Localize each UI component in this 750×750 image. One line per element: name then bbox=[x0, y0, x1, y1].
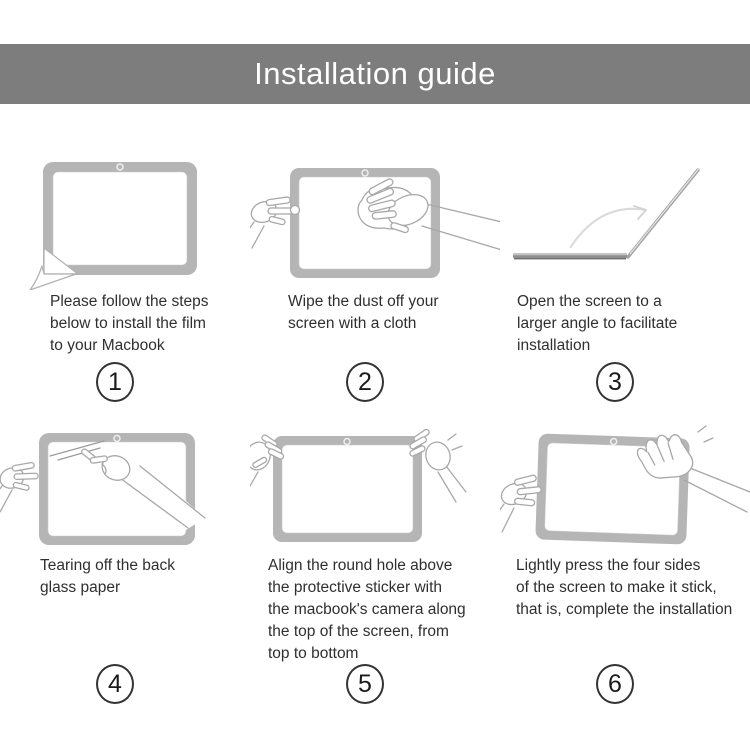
press-four-sides-icon bbox=[500, 420, 750, 555]
step-2-caption bbox=[288, 291, 439, 335]
step-4-illustration bbox=[0, 420, 250, 560]
caption-line: installation bbox=[517, 337, 591, 354]
step-4-caption bbox=[40, 555, 175, 599]
screen-surface bbox=[53, 172, 187, 265]
laptop-base bbox=[513, 253, 627, 259]
screen-surface bbox=[282, 445, 413, 533]
step-6-caption bbox=[516, 555, 732, 621]
step-5-number-badge: 5 bbox=[346, 664, 384, 704]
caption-line: the macbook's camera along bbox=[268, 601, 466, 618]
caption-line: screen with a cloth bbox=[288, 315, 417, 332]
caption-line: Lightly press the four sides bbox=[516, 557, 701, 574]
left-touch-hand-icon bbox=[500, 475, 541, 532]
caption-line: the protective sticker with bbox=[268, 579, 443, 596]
tear-off-back-paper-icon bbox=[0, 420, 250, 555]
step-3-caption bbox=[517, 291, 677, 357]
step-1-number-badge: 1 bbox=[96, 362, 134, 402]
step-6-number-badge: 6 bbox=[596, 664, 634, 704]
step-6-illustration bbox=[500, 420, 750, 560]
step-4-number-badge: 4 bbox=[96, 664, 134, 704]
align-film-to-camera-icon bbox=[250, 420, 500, 555]
step-1-cell bbox=[0, 150, 250, 400]
step-2-number-badge: 2 bbox=[346, 362, 384, 402]
step-3-illustration bbox=[500, 150, 750, 290]
step-4-cell bbox=[0, 420, 250, 720]
laptop-screen-panel bbox=[628, 169, 699, 257]
caption-line: top to bottom bbox=[268, 645, 359, 662]
caption-line: the top of the screen, from bbox=[268, 623, 449, 640]
caption-line: Align the round hole above bbox=[268, 557, 453, 574]
caption-line: Please follow the steps bbox=[50, 293, 209, 310]
caption-line: of the screen to make it stick, bbox=[516, 579, 717, 596]
step-5-cell bbox=[250, 420, 500, 720]
wipe-screen-with-cloth-icon bbox=[250, 150, 500, 290]
header-bar bbox=[0, 44, 750, 104]
step-1-caption bbox=[50, 291, 209, 357]
caption-line: to your Macbook bbox=[50, 337, 165, 354]
caption-line: Tearing off the back bbox=[40, 557, 175, 574]
step-5-illustration bbox=[250, 420, 500, 560]
caption-line: glass paper bbox=[40, 579, 121, 596]
motion-ticks bbox=[698, 426, 713, 442]
page-title: Installation guide bbox=[254, 56, 496, 91]
caption-line: Open the screen to a bbox=[517, 293, 662, 310]
motion-ticks bbox=[448, 434, 462, 450]
step-3-cell bbox=[500, 150, 750, 400]
open-direction-arrow-icon bbox=[570, 206, 646, 248]
screen-film-peel-corner-icon bbox=[0, 150, 250, 290]
pinching-hand-icon bbox=[0, 462, 38, 512]
caption-line: that is, complete the installation bbox=[516, 601, 733, 618]
step-2-illustration bbox=[250, 150, 500, 290]
open-laptop-wide-angle-icon bbox=[500, 150, 750, 290]
caption-line: below to install the film bbox=[50, 315, 206, 332]
step-3-number-badge: 3 bbox=[596, 362, 634, 402]
step-5-caption bbox=[268, 555, 466, 665]
step-6-cell bbox=[500, 420, 750, 720]
caption-line: larger angle to facilitate bbox=[517, 315, 678, 332]
caption-line: Wipe the dust off your bbox=[288, 293, 439, 310]
step-2-cell bbox=[250, 150, 500, 400]
step-1-illustration bbox=[0, 150, 250, 290]
